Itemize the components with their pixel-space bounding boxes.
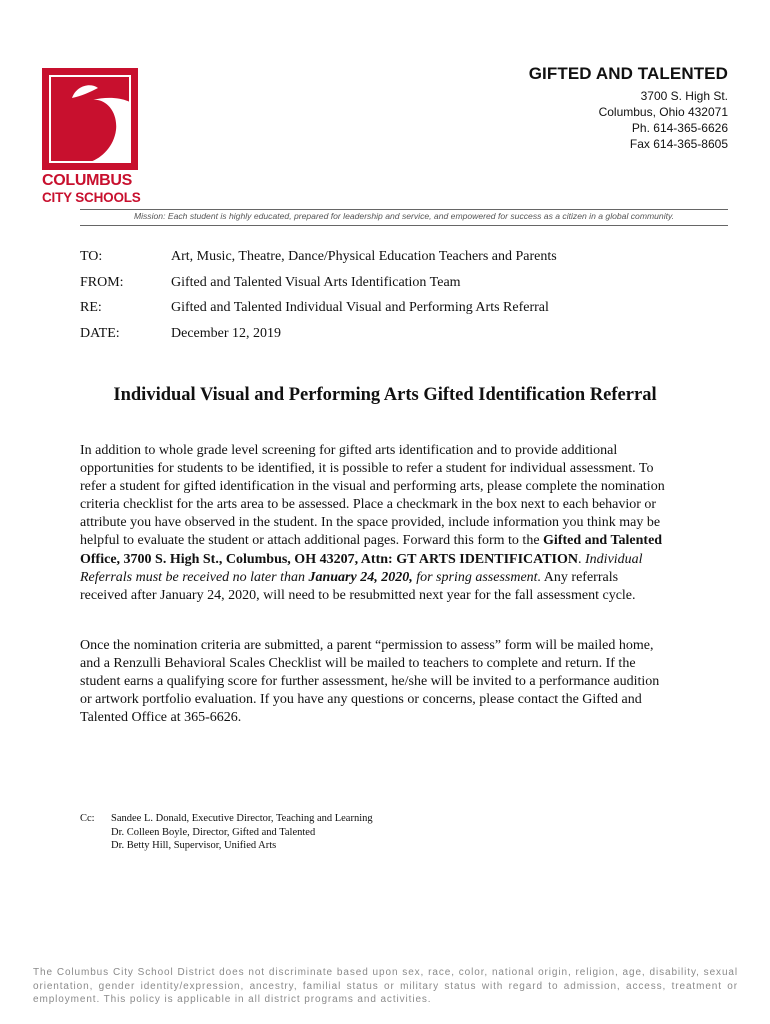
apple-icon	[42, 68, 138, 170]
cc-label: Cc:	[80, 813, 95, 824]
apple-logo-mark	[42, 68, 138, 170]
referral-instructions-paragraph	[80, 442, 665, 605]
office-address	[529, 64, 728, 152]
district-logo	[42, 68, 140, 204]
cc-name: Dr. Betty Hill, Supervisor, Unified Arts	[111, 840, 277, 851]
bottom-divider	[80, 225, 728, 226]
deadline-notice-pre: Individual Referrals must be received no later than	[80, 551, 643, 585]
memo-to-label: TO:	[80, 249, 103, 264]
address-street: 3700 S. High St.	[640, 89, 728, 103]
cc-name: Dr. Colleen Boyle, Director, Gifted and Talented	[111, 826, 316, 838]
cc-names	[111, 812, 373, 853]
logo-text-city-schools: CITY SCHOOLS	[42, 190, 141, 205]
document-title: Individual Visual and Performing Arts Gifted Identification Referral	[113, 385, 657, 405]
memo-re-value: Gifted and Talented Individual Visual and Performing Arts Referral	[171, 300, 549, 315]
memo-date-label: DATE:	[80, 325, 120, 341]
office-mailing-address: Gifted and Talented Office, 3700 S. High St., Columbus, OH 43207, Attn: GT ARTS IDENTIFICATION	[80, 533, 663, 567]
paragraph1-intro: In addition to whole grade level screening for gifted arts identification and to provide additional opportunities for students to be identified, it is possible to refer a student for individual assessment. To refer a student for gifted identification in the visual and performing arts, please complete the nomination criteria checklist for the arts area to be assessed. Place a checkmark in the box next to each behavior or attribute you have observed in the student. In the space provided, include information you think may be helpful to evaluate the student or attach additional pages. Forward this form to the	[80, 443, 665, 549]
address-phone: Ph. 614-365-6626	[631, 121, 728, 135]
mission-statement: Mission: Each student is highly educated, prepared for leadership and service, and empowered for success as a citizen in a global community.	[133, 211, 675, 221]
deadline-notice-post: for spring assessment.	[412, 569, 542, 585]
nondiscrimination-footer: The Columbus City School District does not discriminate based upon sex, race, color, national origin, religion, age, disability, sexual orientation, gender identity/expression, ancestry, familial status or military status with regard to admission, access, treatment or employment. This policy is applicable in all district programs and activities.	[33, 967, 738, 1005]
next-steps-paragraph: Once the nomination criteria are submitted, a parent “permission to assess” form will be mailed home, and a Renzulli Behavioral Scales Checklist will be mailed to teachers to complete and return. If the student earns a qualifying score for further assessment, he/she will be invited to a performance audition or artwork portfolio evaluation. If you have any questions or concerns, please contact the Gifted and Talented Office at 365-6626.	[80, 638, 660, 726]
deadline-date: January 24, 2020,	[308, 569, 413, 585]
top-divider	[80, 209, 728, 210]
memo-re-label: RE:	[80, 300, 102, 315]
address-city: Columbus, Ohio 432071	[598, 105, 728, 119]
paragraph1-closing: Any referrals received after January 24, 2020, will need to be resubmitted next year for the fall assessment cycle.	[80, 569, 636, 603]
cc-name: Sandee L. Donald, Executive Director, Teaching and Learning	[111, 813, 373, 824]
address-fax: Fax 614-365-8605	[629, 137, 728, 151]
paragraph1-separator: .	[578, 551, 586, 567]
logo-text-columbus: COLUMBUS	[42, 172, 133, 189]
memo-to-value: Art, Music, Theatre, Dance/Physical Education Teachers and Parents	[171, 249, 557, 264]
memo-date-value: December 12, 2019	[171, 325, 282, 341]
memo-from-label: FROM:	[80, 274, 124, 290]
office-name: GIFTED AND TALENTED	[528, 64, 728, 83]
memo-from-value: Gifted and Talented Visual Arts Identification Team	[171, 274, 461, 290]
